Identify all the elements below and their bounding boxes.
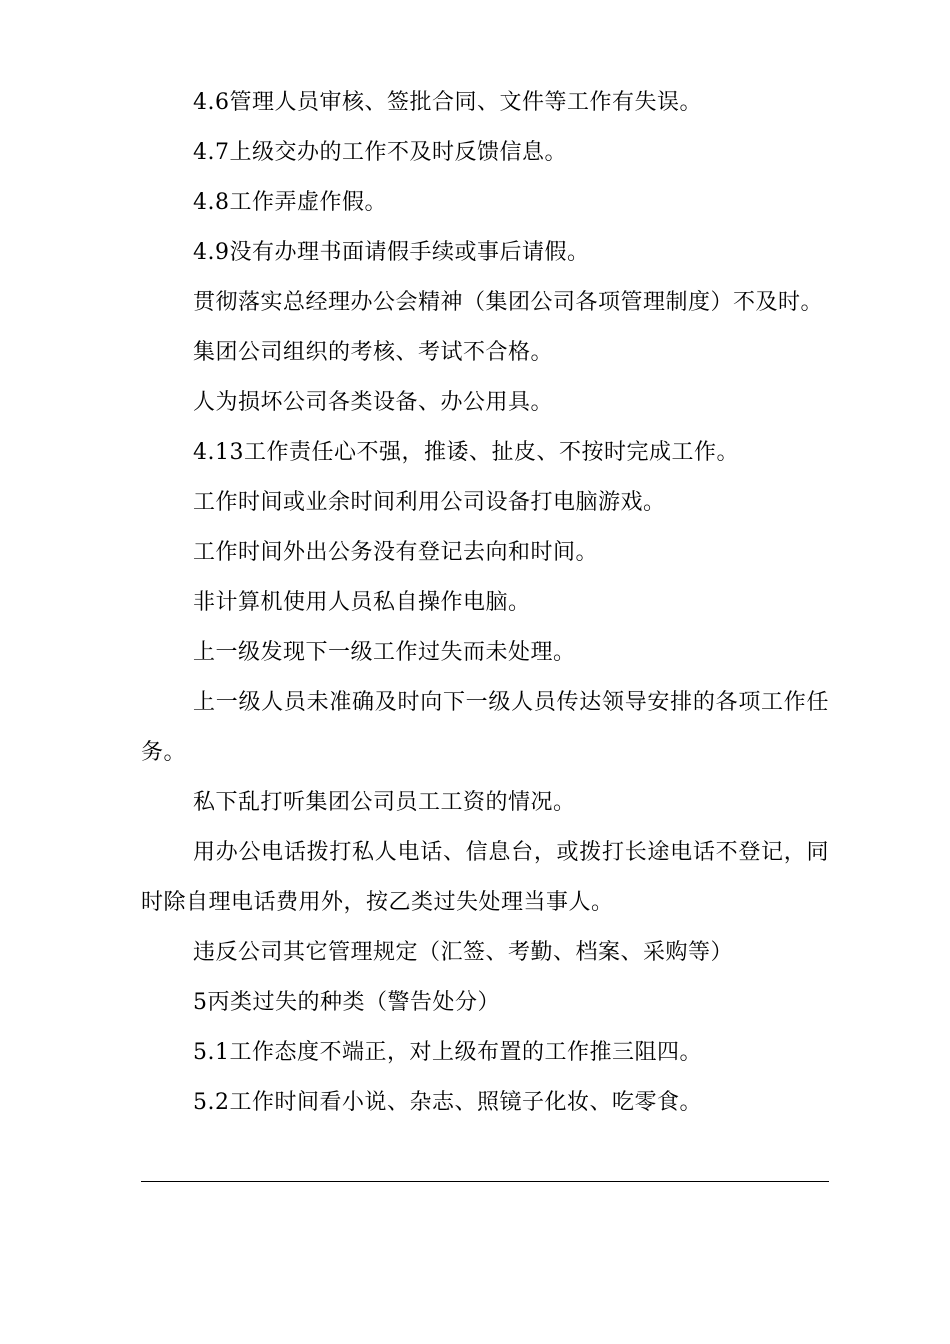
- paragraph: 5.1工作态度不端正，对上级布置的工作推三阻四。: [193, 1040, 702, 1065]
- paragraph: 上一级人员未准确及时向下一级人员传达领导安排的各项工作任务。: [141, 690, 829, 765]
- paragraph: 人为损坏公司各类设备、办公用具。: [193, 390, 554, 415]
- paragraph: 4.6管理人员审核、签批合同、文件等工作有失误。: [193, 90, 702, 115]
- paragraph: 非计算机使用人员私自操作电脑。: [193, 590, 531, 615]
- paragraph: 5丙类过失的种类（警告处分）: [193, 990, 500, 1015]
- paragraph: 4.9没有办理书面请假手续或事后请假。: [193, 240, 590, 265]
- paragraph: 工作时间外出公务没有登记去向和时间。: [193, 540, 599, 565]
- paragraph: 工作时间或业余时间利用公司设备打电脑游戏。: [193, 490, 666, 515]
- paragraph: 用办公电话拨打私人电话、信息台，或拨打长途电话不登记，同时除自理电话费用外，按乙类过失处理当事人。: [141, 840, 829, 915]
- paragraph: 5.2工作时间看小说、杂志、照镜子化妆、吃零食。: [193, 1090, 702, 1115]
- paragraph: 贯彻落实总经理办公会精神（集团公司各项管理制度）不及时。: [193, 290, 824, 315]
- paragraph: 4.13工作责任心不强，推诿、扯皮、不按时完成工作。: [193, 440, 739, 465]
- paragraph: 违反公司其它管理规定（汇签、考勤、档案、采购等）: [193, 940, 734, 965]
- footer-divider: [141, 1181, 829, 1182]
- paragraph: 上一级发现下一级工作过失而未处理。: [193, 640, 576, 665]
- paragraph: 4.8工作弄虚作假。: [193, 190, 387, 215]
- paragraph: 4.7上级交办的工作不及时反馈信息。: [193, 140, 567, 165]
- document-body: [141, 78, 829, 1128]
- paragraph: 集团公司组织的考核、考试不合格。: [193, 340, 554, 365]
- paragraph: 私下乱打听集团公司员工工资的情况。: [193, 790, 576, 815]
